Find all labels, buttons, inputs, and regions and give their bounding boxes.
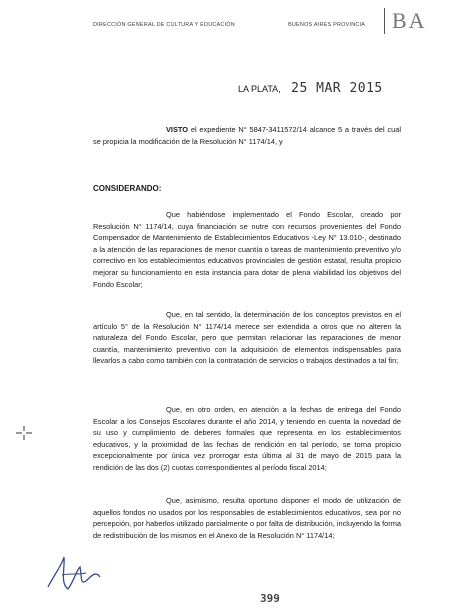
visto-paragraph [93, 124, 401, 147]
visto-label: VISTO [166, 125, 189, 134]
considerando-paragraph-2: Que, en tal sentido, la determinación de los conceptos previstos en el artículo 5° de la Resolución N° 1174/14 merece ser extendida a otros que no alteren la naturaleza del Fondo Escolar, pero que permitan relacionar las reparaciones de menor cuantía, mantenimiento preventivo con la adquisición de elementos indispensables para llevarlos a cabo como también con la contratación de servicios o trabajos destinados a tal fin; [93, 310, 401, 366]
considerando-heading: CONSIDERANDO: [93, 184, 162, 193]
date-stamp: 25 MAR 2015 [291, 81, 383, 96]
place-label: LA PLATA, [238, 84, 281, 94]
considerando-paragraph-3: Que, en otro orden, en atención a la fechas de entrega del Fondo Escolar a los Consejos Escolares durante el año 2014, y teniendo en cuenta la novedad de su uso y cumplimiento de deberes formales que representa en los establecimientos educativos, y la proximidad de las fechas de rendición en tal período, se torna propicio excepcionalmente por única vez prorrogar esta última al 31 de mayo de 2015 para la rendición de las dos (2) cuotas correspondientes al período fiscal 2014; [93, 405, 401, 472]
considerando-paragraph-4: Que, asimismo, resulta oportuno disponer el modo de utilización de aquellos fondos no usados por los responsables de establecimientos educativos, sea por no percepción, por haberlos utilizado parcialmente o por falta de distribución, incluyendo la forma de redistribución de los mismos en el Anexo de la Resolución N° 1174/14; [93, 496, 401, 540]
page-number: 399 [260, 592, 280, 605]
header-divider [384, 8, 385, 34]
registration-mark-icon [14, 425, 34, 441]
considerando-paragraph-1: Que habiéndose implementado el Fondo Escolar, creado por Resolución N° 1174/14, cuya financiación se nutre con recursos provenientes del Fondo Compensador de Mantenimiento de Establecimientos Educativos -Ley N° 13.010-, destinado a la atención de las reparaciones de menor cuantía o tareas de mantenimiento preventivo y/o correctivo en los establecimientos educativos provinciales de gestión estatal, resulta propicio mejorar su funcionamiento en esta instancia para dotar de plena viabilidad los objetivos del Fondo Escolar; [93, 210, 401, 289]
visto-text: el expediente N° 5847-3411572/14 alcance 5 a través del cual se propicia la modificación de la Resolución N° 1174/14, y [93, 125, 401, 146]
ba-logo: BA [392, 8, 427, 33]
header-institution: DIRECCIÓN GENERAL DE CULTURA Y EDUCACIÓN [93, 22, 235, 28]
place-date-line [238, 79, 383, 97]
handwritten-signature [40, 545, 130, 595]
header-province: BUENOS AIRES PROVINCIA [288, 22, 366, 28]
